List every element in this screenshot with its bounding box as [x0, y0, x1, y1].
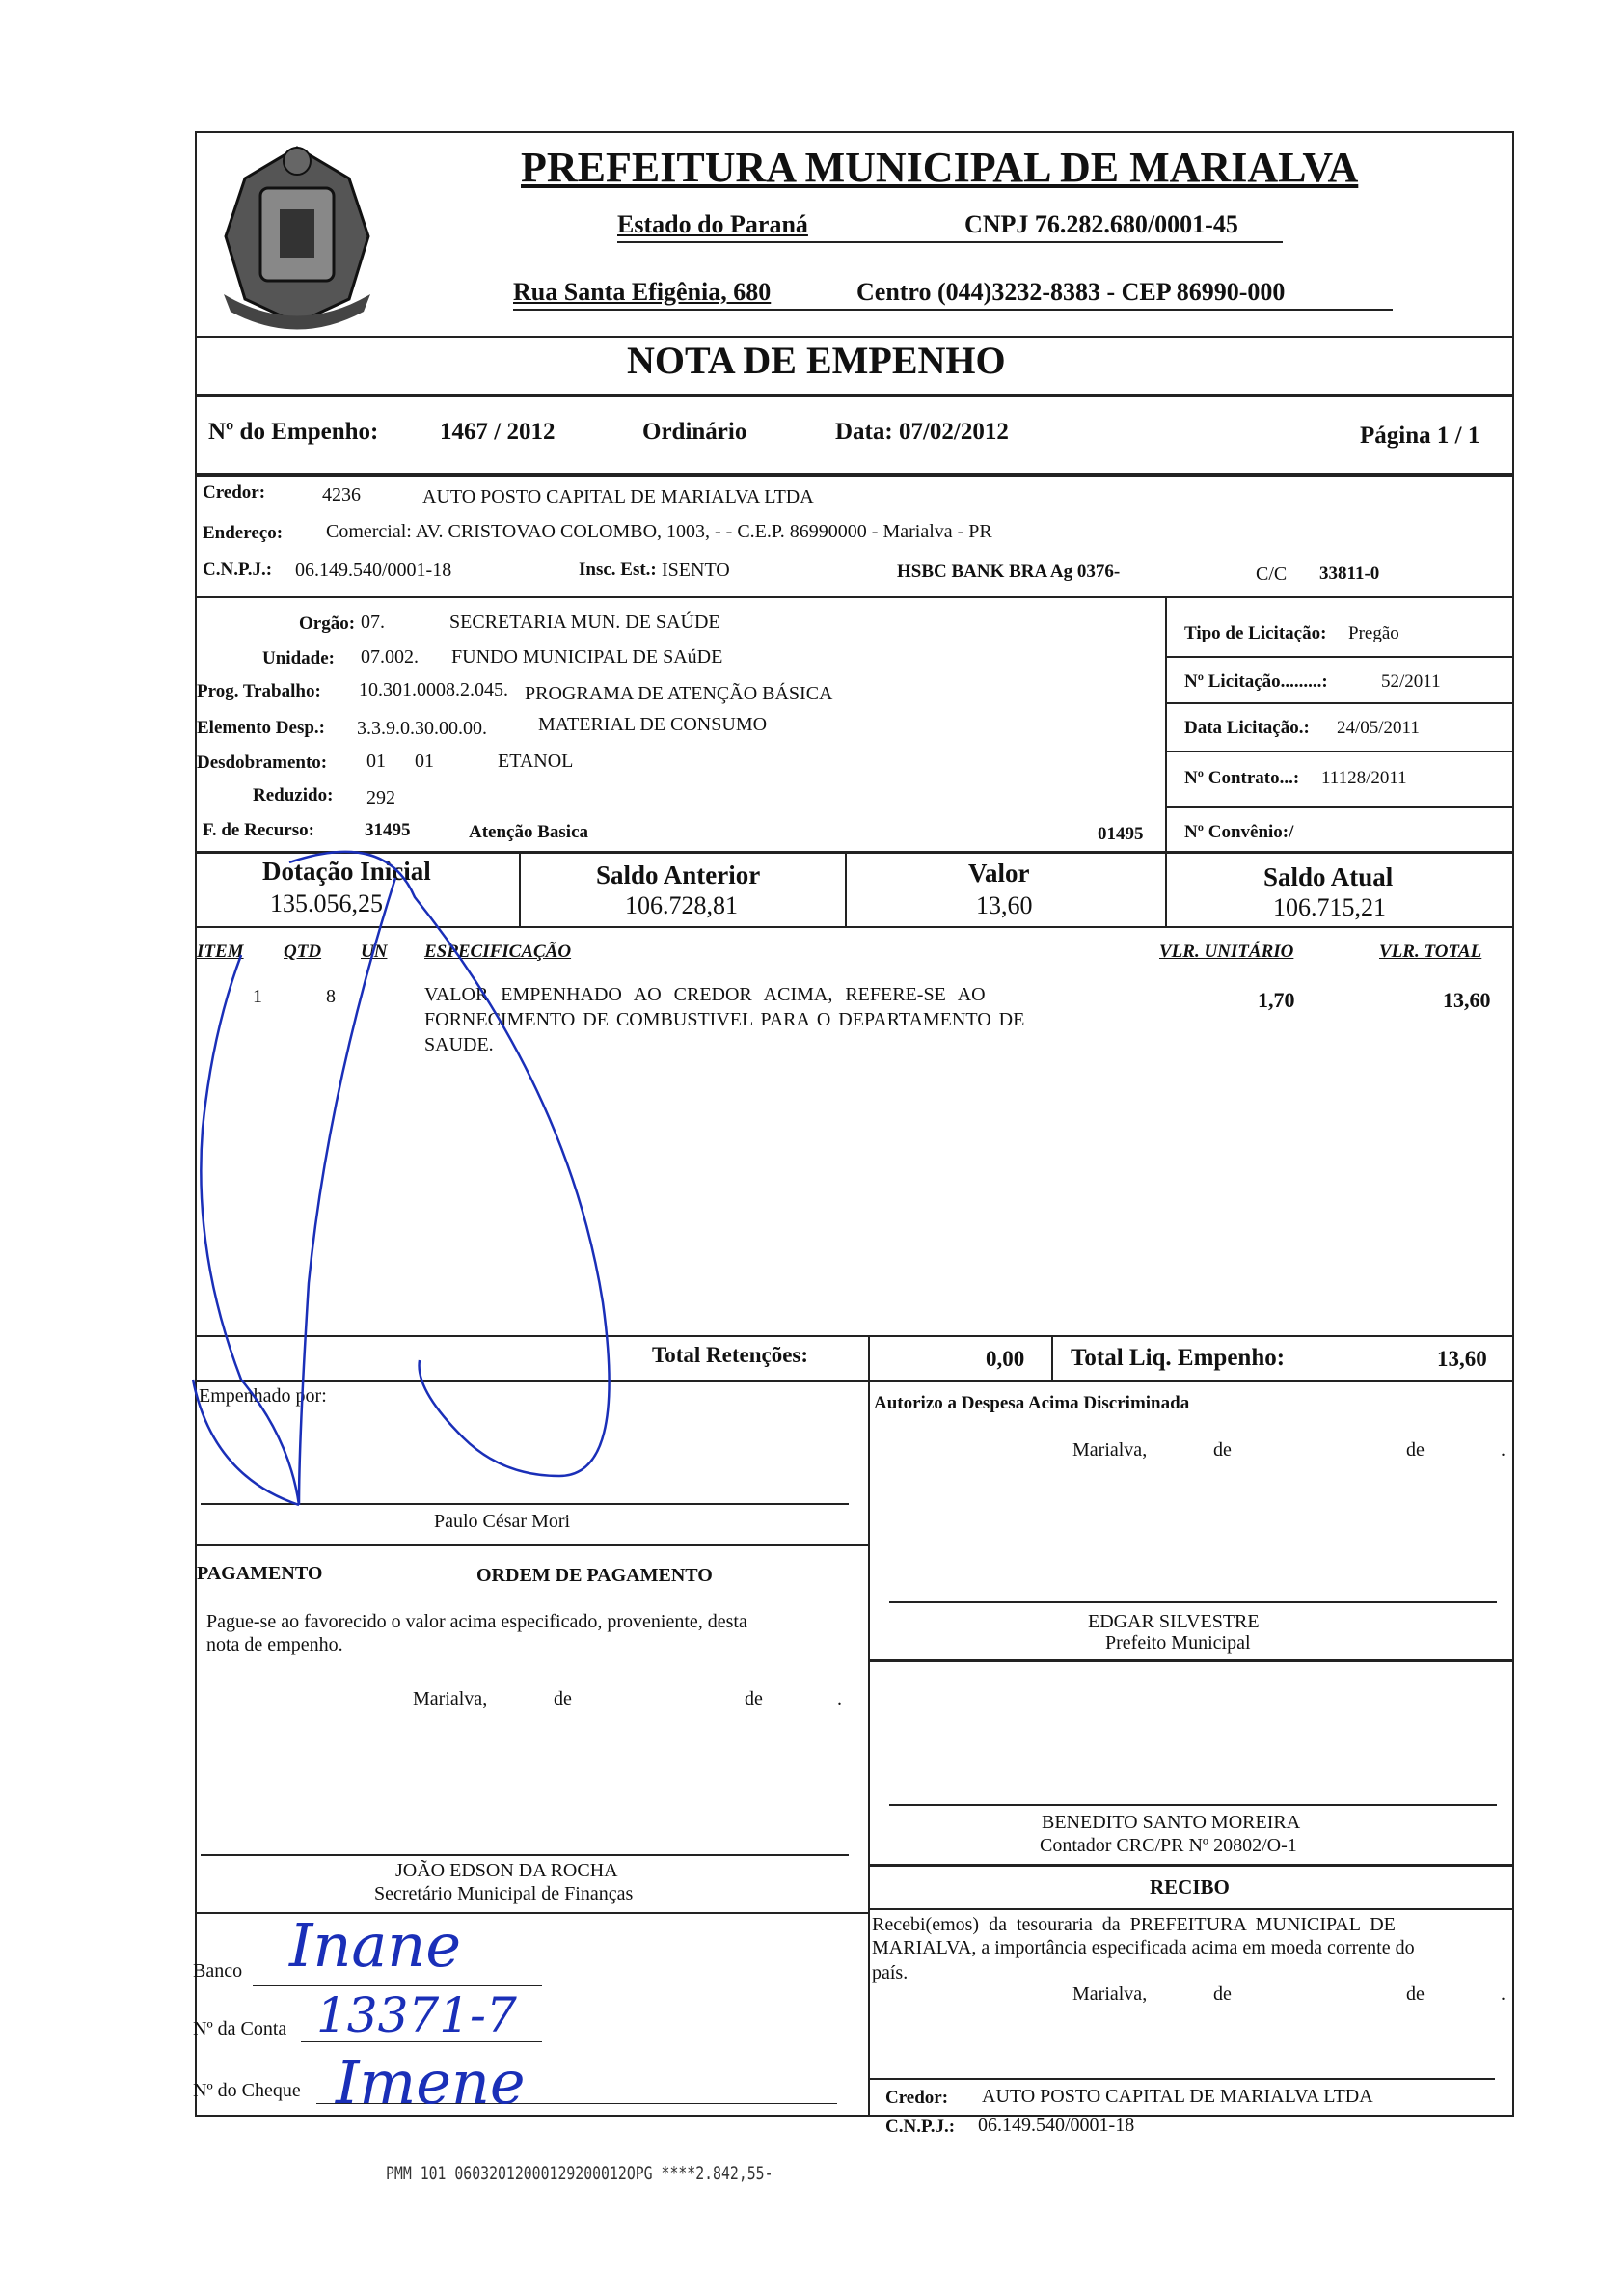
reduzido-label: Reduzido:	[253, 785, 334, 806]
tipo-licitacao-label: Tipo de Licitação:	[1184, 623, 1327, 643]
recibo-de1: de	[1213, 1983, 1232, 2005]
recibo-line2: MARIALVA, a importância especificada acima em moeda corrente do	[872, 1937, 1415, 1958]
recibo-dot: .	[1501, 1983, 1506, 2005]
cnpj-label: C.N.P.J.:	[203, 560, 273, 580]
valor-label: Valor	[968, 859, 1030, 888]
footer-cnpj-value: 06.149.540/0001-18	[978, 2115, 1135, 2136]
document-title: NOTA DE EMPENHO	[627, 339, 1006, 382]
edgar-name: EDGAR SILVESTRE	[1088, 1611, 1260, 1632]
banco-label: Banco	[193, 1960, 243, 1982]
conta-handwritten: 13371-7	[316, 1987, 517, 2043]
dotacao-label: Dotação Inicial	[262, 857, 431, 886]
footer-cnpj-label: C.N.P.J.:	[885, 2117, 956, 2137]
empenho-number: 1467 / 2012	[440, 419, 556, 445]
unidade-name: FUNDO MUNICIPAL DE SAúDE	[451, 646, 723, 668]
cc-value: 33811-0	[1319, 563, 1380, 584]
col-qtd: QTD	[284, 942, 322, 962]
col-spec: ESPECIFICAÇÃO	[424, 942, 572, 962]
row-spec-line1: VALOR EMPENHADO AO CREDOR ACIMA, REFERE-SE AO	[424, 984, 986, 1005]
city-coat-of-arms-icon	[204, 140, 390, 333]
saldo-anterior-value: 106.728,81	[625, 891, 738, 919]
recibo-local: Marialva,	[1072, 1983, 1148, 2005]
banco-handwritten: Inane	[289, 1910, 462, 1981]
col-vlr-total: VLR. TOTAL	[1379, 942, 1482, 962]
secretario-title: Secretário Municipal de Finanças	[374, 1883, 634, 1904]
saldo-atual-label: Saldo Atual	[1263, 862, 1394, 891]
insc-label: Insc. Est.:	[579, 560, 657, 580]
empenho-label: Nº do Empenho:	[208, 419, 379, 445]
prefeito-title: Prefeito Municipal	[1105, 1632, 1251, 1654]
credor-cnpj: 06.149.540/0001-18	[295, 560, 452, 581]
autorizo-de1: de	[1213, 1439, 1232, 1461]
fonte-code2: 01495	[1098, 824, 1144, 844]
recibo-title: RECIBO	[1150, 1875, 1230, 1899]
fonte-name: Atenção Basica	[469, 822, 589, 842]
ordem-pagamento-label: ORDEM DE PAGAMENTO	[476, 1565, 713, 1586]
benedito-name: BENEDITO SANTO MOREIRA	[1042, 1812, 1301, 1833]
prog-name: PROGRAMA DE ATENÇÃO BÁSICA	[525, 683, 833, 704]
orgao-code: 07.	[361, 612, 385, 633]
ink-scribble-icon	[174, 839, 637, 1534]
cheque-label: Nº do Cheque	[193, 2080, 301, 2101]
prefeitura-title: PREFEITURA MUNICIPAL DE MARIALVA	[521, 144, 1359, 191]
reduzido-value: 292	[366, 787, 395, 808]
prog-code: 10.301.0008.2.045.	[359, 679, 508, 700]
prog-label: Prog. Trabalho:	[197, 681, 321, 701]
insc-value: ISENTO	[662, 560, 730, 581]
col-un: UN	[361, 942, 388, 962]
bank-info: HSBC BANK BRA Ag 0376-	[897, 561, 1121, 582]
pague-de1: de	[554, 1688, 572, 1709]
contrato-value: 11128/2011	[1321, 768, 1407, 788]
fonte-code: 31495	[365, 820, 411, 840]
row-spec-line2: FORNECIMENTO DE COMBUSTIVEL PARA O DEPARTAMENTO DE	[424, 1009, 1025, 1030]
desdobramento-label: Desdobramento:	[197, 752, 328, 773]
row-total-price: 13,60	[1443, 988, 1491, 1012]
fonte-label: F. de Recurso:	[203, 820, 314, 840]
pague-local: Marialva,	[413, 1688, 488, 1709]
autorizo-de2: de	[1406, 1439, 1425, 1461]
saldo-anterior-label: Saldo Anterior	[596, 861, 761, 889]
cnpj-header: CNPJ 76.282.680/0001-45	[964, 210, 1238, 238]
address-header: Rua Santa Efigênia, 680	[513, 278, 772, 306]
cheque-handwritten: Imene	[336, 2047, 526, 2118]
row-spec-line3: SAUDE.	[424, 1034, 494, 1055]
tipo-licitacao-value: Pregão	[1348, 623, 1399, 643]
endereco-label: Endereço:	[203, 523, 284, 543]
recibo-line1: Recebi(emos) da tesouraria da PREFEITURA MUNICIPAL DE	[872, 1914, 1396, 1935]
page-number: Página 1 / 1	[1360, 423, 1480, 449]
empenho-type: Ordinário	[642, 419, 747, 445]
orgao-label: Orgão:	[299, 614, 356, 634]
credor-address: Comercial: AV. CRISTOVAO COLOMBO, 1003, - - C.E.P. 86990000 - Marialva - PR	[326, 521, 992, 542]
pague-line2: nota de empenho.	[206, 1634, 343, 1655]
row-unit-price: 1,70	[1258, 988, 1295, 1012]
data-licitacao-value: 24/05/2011	[1337, 718, 1420, 738]
authentication-code: PMM 101 06032012000129200012OPG ****2.842,55-	[386, 2163, 773, 2184]
row-qtd: 8	[326, 986, 336, 1007]
empenho-date: Data: 07/02/2012	[835, 419, 1009, 445]
row-item: 1	[253, 986, 262, 1007]
elemento-name: MATERIAL DE CONSUMO	[538, 714, 768, 735]
total-retencoes-label: Total Retenções:	[652, 1343, 809, 1367]
cc-label: C/C	[1256, 563, 1288, 585]
pague-de2: de	[745, 1688, 763, 1709]
col-item: ITEM	[197, 942, 244, 962]
unidade-code: 07.002.	[361, 646, 419, 668]
desdobramento-code: 01 01	[366, 751, 434, 772]
credor-label: Credor:	[203, 482, 266, 503]
footer-credor-label: Credor:	[885, 2088, 949, 2108]
pague-dot: .	[837, 1688, 842, 1709]
paulo-name: Paulo César Mori	[434, 1511, 571, 1532]
credor-name: AUTO POSTO CAPITAL DE MARIALVA LTDA	[422, 486, 814, 507]
total-liq-value: 13,60	[1437, 1347, 1487, 1371]
valor-value: 13,60	[976, 891, 1033, 919]
state-label: Estado do Paraná	[617, 210, 808, 238]
unidade-label: Unidade:	[262, 648, 335, 669]
autorizo-local: Marialva,	[1072, 1439, 1148, 1461]
dotacao-value: 135.056,25	[270, 889, 383, 917]
total-liq-label: Total Liq. Empenho:	[1071, 1345, 1286, 1371]
recibo-line3: país.	[872, 1962, 909, 1983]
orgao-name: SECRETARIA MUN. DE SAÚDE	[449, 612, 720, 633]
joao-name: JOÃO EDSON DA ROCHA	[395, 1860, 618, 1881]
saldo-atual-value: 106.715,21	[1273, 893, 1386, 921]
address2-header: Centro (044)3232-8383 - CEP 86990-000	[856, 278, 1286, 306]
pague-line1: Pague-se ao favorecido o valor acima especificado, proveniente, desta	[206, 1611, 747, 1632]
autorizo-dot: .	[1501, 1439, 1506, 1461]
pagamento-label: PAGAMENTO	[197, 1563, 323, 1584]
autorizo-label: Autorizo a Despesa Acima Discriminada	[874, 1393, 1190, 1413]
empenhado-por-label: Empenhado por:	[199, 1385, 327, 1407]
contador-title: Contador CRC/PR Nº 20802/O-1	[1040, 1835, 1297, 1856]
col-vlr-unit: VLR. UNITÁRIO	[1159, 942, 1294, 962]
num-licitacao-label: Nº Licitação.........:	[1184, 671, 1328, 692]
contrato-label: Nº Contrato...:	[1184, 768, 1300, 788]
credor-code: 4236	[322, 484, 361, 506]
conta-label: Nº da Conta	[193, 2018, 287, 2039]
num-licitacao-value: 52/2011	[1381, 671, 1441, 692]
footer-credor-name: AUTO POSTO CAPITAL DE MARIALVA LTDA	[982, 2086, 1373, 2107]
desdobramento-name: ETANOL	[498, 751, 574, 772]
convenio-label: Nº Convênio:/	[1184, 822, 1294, 842]
elemento-code: 3.3.9.0.30.00.00.	[357, 718, 487, 739]
recibo-de2: de	[1406, 1983, 1425, 2005]
total-retencoes-value: 0,00	[986, 1347, 1025, 1371]
data-licitacao-label: Data Licitação.:	[1184, 718, 1310, 738]
elemento-label: Elemento Desp.:	[197, 718, 325, 738]
